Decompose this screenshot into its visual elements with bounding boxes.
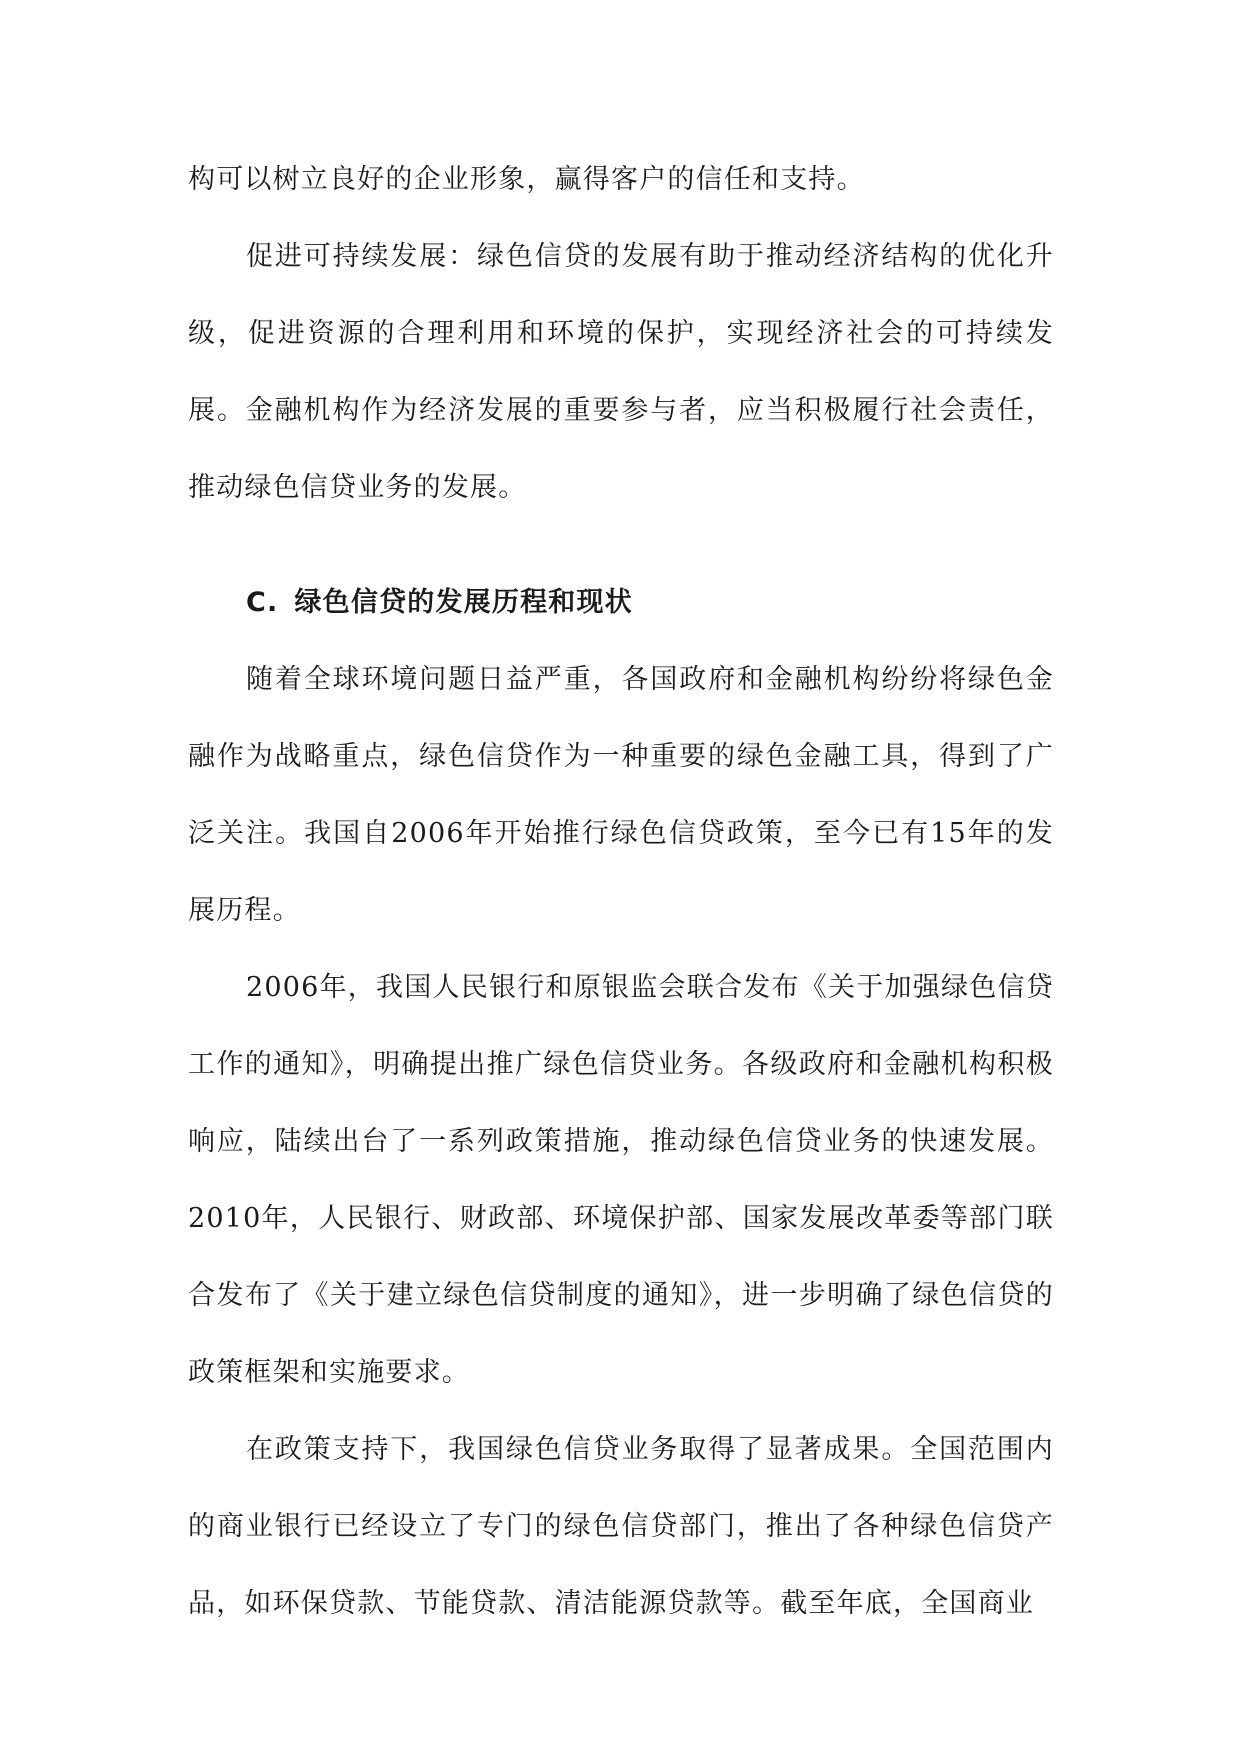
- paragraph-achievements: 在政策支持下，我国绿色信贷业务取得了显著成果。全国范围内的商业银行已经设立了专门的绿色信贷部门，推出了各种绿色信贷产品，如环保贷款、节能贷款、清洁能源贷款等。截至年底，全国商业: [188, 1434, 1054, 1619]
- paragraph-policy-history: 2006年，我国人民银行和原银监会联合发布《关于加强绿色信贷工作的通知》，明确提出推广绿色信贷业务。各级政府和金融机构积极响应，陆续出台了一系列政策措施，推动绿色信贷业务的快速发展。2010年，人民银行、财政部、环境保护部、国家发展改革委等部门联合发布了《关于建立绿色信贷制度的通知》，进一步明确了绿色信贷的政策框架和实施要求。: [188, 972, 1054, 1388]
- paragraph-sustainable-development: 促进可持续发展：绿色信贷的发展有助于推动经济结构的优化升级，促进资源的合理利用和环境的保护，实现经济社会的可持续发展。金融机构作为经济发展的重要参与者，应当积极履行社会责任，推动绿色信贷业务的发展。: [188, 241, 1054, 503]
- section-title: 绿色信贷的发展历程和现状: [294, 587, 633, 618]
- document-body: [188, 141, 1054, 1642]
- paragraph-global-context: 随着全球环境问题日益严重，各国政府和金融机构纷纷将绿色金融作为战略重点，绿色信贷作为一种重要的绿色金融工具，得到了广泛关注。我国自2006年开始推行绿色信贷政策，至今已有15年的发展历程。: [188, 664, 1054, 926]
- paragraph-continuation: 构可以树立良好的企业形象，赢得客户的信任和支持。: [188, 164, 865, 195]
- section-number: C.: [246, 587, 279, 618]
- section-heading: [188, 564, 1054, 641]
